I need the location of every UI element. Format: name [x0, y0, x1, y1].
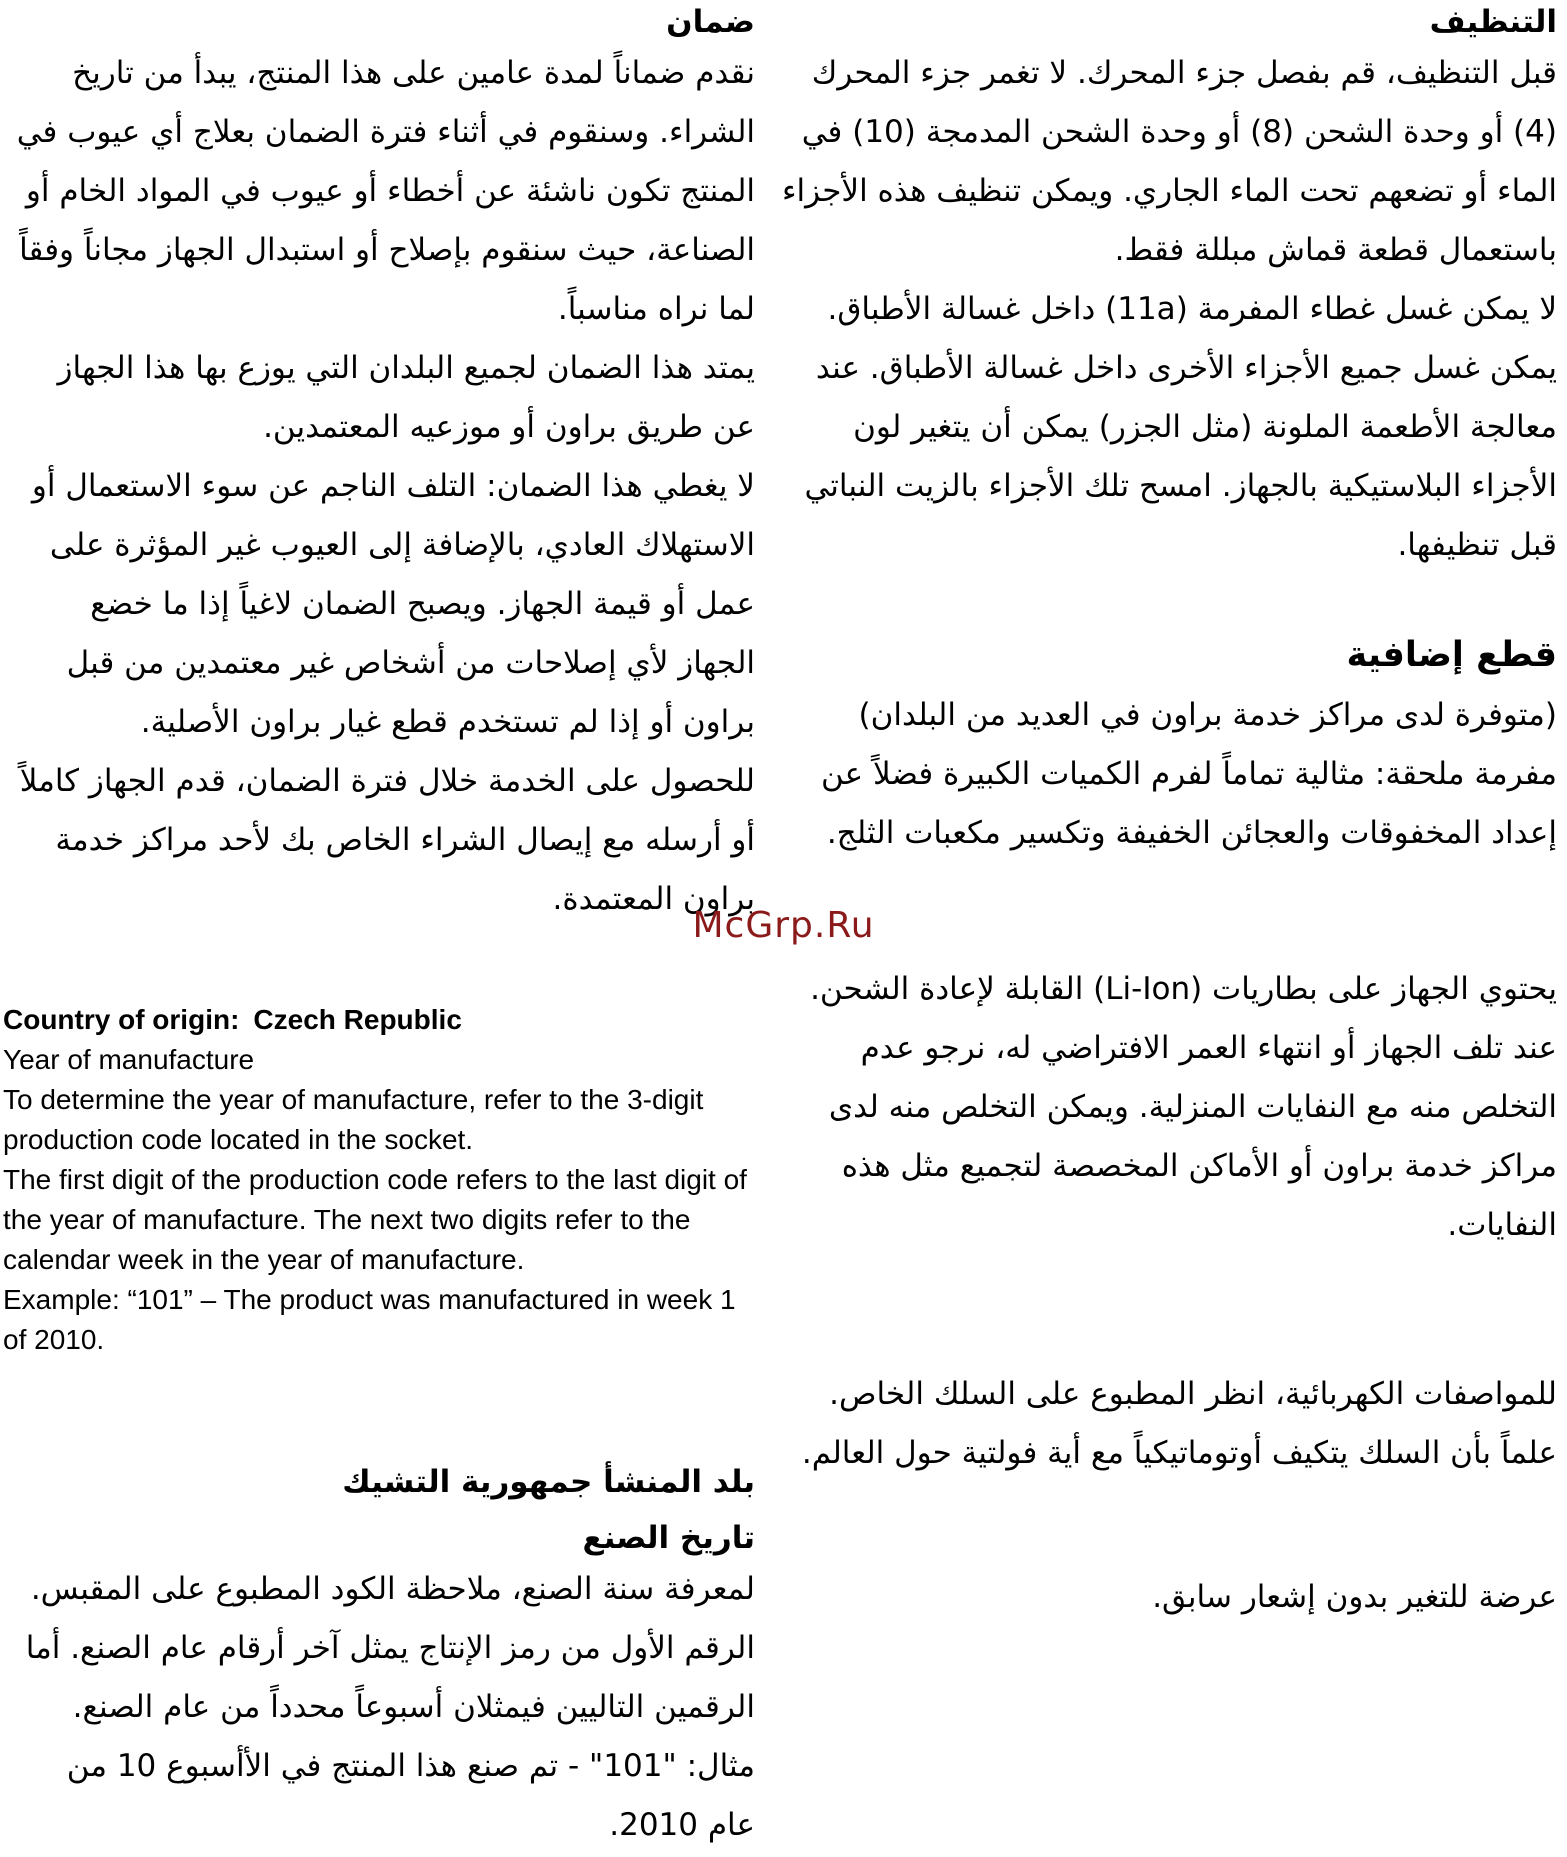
cleaning-title: التنظيف — [1429, 4, 1557, 40]
cleaning-paragraph: يمكن غسل جميع الأجزاء الأخرى داخل غسالة الأطباق. عند معالجة الأطعمة الملونة (مثل الجزر) يمكن أن يتغير لون الأجزاء البلاستيكية بالجهاز. امسح تلك الأجزاء بالزيت النباتي قبل تنظيفها. — [804, 350, 1557, 563]
cleaning-paragraph: قبل التنظيف، قم بفصل جزء المحرك. لا تغمر جزء المحرك (4) أو وحدة الشحن (8) أو وحدة الشحن المدمجة (10) في الماء أو تضعهم تحت الماء الجاري. ويمكن تنظيف هذه الأجزاء باستعمال قطعة قماش مبللة فقط. — [781, 55, 1557, 268]
origin-english-block — [3, 1000, 763, 1360]
cleaning-accessories-column — [777, 0, 1557, 863]
disposal-specs-column — [777, 960, 1557, 1627]
cleaning-paragraph: لا يمكن غسل غطاء المفرمة (11a) داخل غسالة الأطباق. — [827, 291, 1557, 327]
year-heading-ar: تاريخ الصنع — [582, 1520, 755, 1556]
accessories-body — [777, 686, 1557, 863]
origin-paragraph-en: To determine the year of manufacture, refer to the 3-digit production code located in the socket. — [3, 1084, 704, 1155]
origin-title-ar: بلد المنشأ جمهورية التشيك — [342, 1464, 755, 1500]
notice-body — [777, 1568, 1557, 1627]
electrical-paragraph: للمواصفات الكهربائية، انظر المطبوع على السلك الخاص. علماً بأن السلك يتكيف أوتوماتيكياً مع أية فولتية حول العالم. — [801, 1376, 1557, 1471]
accessories-paragraph: مفرمة ملحقة: مثالية تماماً لفرم الكميات الكبيرة فضلاً عن إعداد المخفوقات والعجائن الخفيفة وتكسير مكعبات الثلج. — [821, 756, 1557, 851]
warranty-paragraph: لا يغطي هذا الضمان: التلف الناجم عن سوء الاستعمال أو الاستهلاك العادي، بالإضافة إلى العيوب غير المؤثرة على عمل أو قيمة الجهاز. ويصبح الضمان لاغياً إذا ما خضع الجهاز لأي إصلاحات من أشخاص غير معتمدين من قبل براون أو إذا لم تستخدم قطع غيار براون الأصلية. — [31, 468, 755, 740]
accessories-paragraph: (متوفرة لدى مراكز خدمة براون في العديد من البلدان) — [858, 697, 1557, 733]
origin-paragraph-ar: الرقم الأول من رمز الإنتاج يمثل آخر أرقام عام الصنع. أما الرقمين التاليين فيمثلان أسبوعاً محدداً من عام الصنع. — [25, 1630, 755, 1725]
warranty-paragraph: يمتد هذا الضمان لجميع البلدان التي يوزع بها هذا الجهاز عن طريق براون أو موزعيه المعتمدين. — [57, 350, 755, 445]
battery-paragraph: يحتوي الجهاز على بطاريات (Li-Ion) القابلة لإعادة الشحن. عند تلف الجهاز أو انتهاء العمر الافتراضي له، نرجو عدم التخلص منه مع النفايات المنزلية. ويمكن التخلص منه لدى مراكز خدمة براون أو الأماكن المخصصة لتجميع مثل هذه النفايات. — [810, 971, 1557, 1243]
cleaning-body — [777, 44, 1557, 575]
origin-paragraph-en: The first digit of the production code refers to the last digit of the year of manufacture. The next two digits refer to the calendar week in the year of manufacture. — [3, 1164, 747, 1275]
electrical-body — [777, 1365, 1557, 1483]
warranty-body — [10, 44, 755, 929]
origin-paragraph-en: Example: “101” – The product was manufactured in week 1 of 2010. — [3, 1284, 736, 1355]
warranty-title: ضمان — [666, 4, 755, 40]
origin-arabic-block — [10, 1460, 755, 1855]
year-heading-en: Year of manufacture — [3, 1044, 255, 1075]
origin-country: Czech Republic — [253, 1004, 462, 1035]
warranty-column — [10, 0, 755, 929]
origin-body-ar — [10, 1560, 755, 1855]
origin-label: Country of origin: — [3, 1004, 240, 1035]
notice-text: عرضة للتغير بدون إشعار سابق. — [1152, 1579, 1557, 1615]
accessories-title: قطع إضافية — [1346, 635, 1557, 675]
origin-paragraph-ar: مثال: "101" - تم صنع هذا المنتج في الأأسبوع 10 من عام 2010. — [66, 1748, 755, 1843]
origin-line — [3, 1000, 763, 1040]
watermark-text: McGrp.Ru — [692, 905, 875, 946]
warranty-paragraph: للحصول على الخدمة خلال فترة الضمان، قدم الجهاز كاملاً أو أرسله مع إيصال الشراء الخاص بك لأحد مراكز خدمة براون المعتمدة. — [19, 763, 755, 917]
warranty-paragraph: نقدم ضماناً لمدة عامين على هذا المنتج، يبدأ من تاريخ الشراء. وسنقوم في أثناء فترة الضمان بعلاج أي عيوب في المنتج تكون ناشئة عن أخطاء أو عيوب في المواد الخام أو الصناعة، حيث سنقوم بإصلاح أو استبدال الجهاز مجاناً وفقاً لما نراه مناسباً. — [16, 55, 755, 327]
battery-body — [777, 960, 1557, 1255]
origin-paragraph-ar: لمعرفة سنة الصنع، ملاحظة الكود المطبوع على المقبس. — [30, 1571, 755, 1607]
